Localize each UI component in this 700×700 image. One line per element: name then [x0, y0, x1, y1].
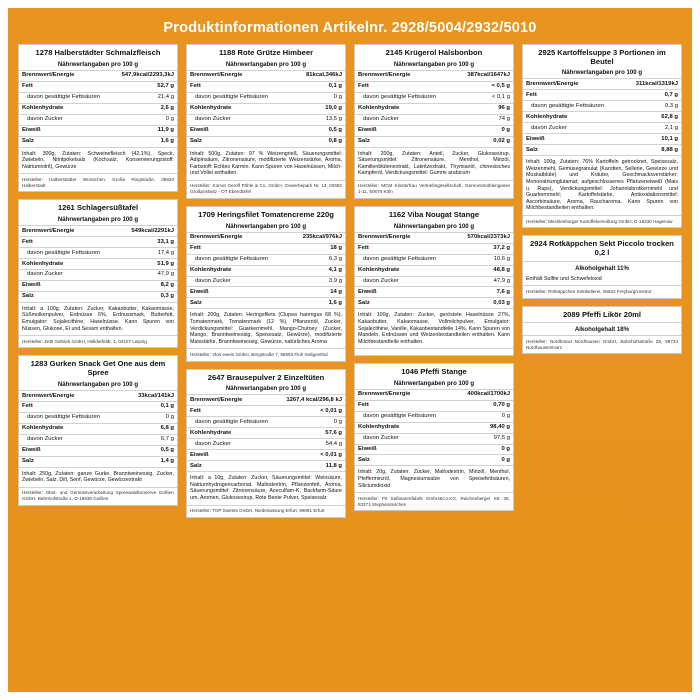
nutrient-value: 18 g [279, 243, 345, 254]
table-row [355, 70, 513, 81]
nutrient-value: 33,1 g [111, 236, 177, 247]
nutrient-value: 7,6 g [447, 287, 513, 298]
nutrient-value: 21,4 g [111, 92, 177, 103]
table-row [355, 114, 513, 125]
ingredients-text: Inhalt: 250g, Zutaten: ganze Gurke, Branntweinessig, Zucker, Zwiebeln, Salz, Dill, Senf, Gewürze, Gewürzextrakt [19, 467, 177, 487]
nutrient-value: 11,9 g [111, 125, 177, 136]
nutrient-value: 1267,4 kcal/296,8 kJ [279, 395, 345, 406]
nutrient-label: davon Zucker [19, 114, 111, 125]
nutrient-value: 1,4 g [111, 456, 177, 466]
nutrient-value: 6,8 g [111, 423, 177, 434]
nutrient-value: < 0,01 g [279, 450, 345, 461]
nutrient-value: 48,8 g [447, 265, 513, 276]
product-title: 1283 Gurken Snack Get One aus dem Spree [30, 359, 166, 378]
table-row [187, 265, 345, 276]
table-row [187, 395, 345, 406]
nutrient-label: Brennwert/Energie [355, 232, 447, 243]
manufacturer-text [355, 348, 513, 355]
nutrient-value: 547,9kcal/2293,3kJ [111, 70, 177, 81]
product-title: 1162 Viba Nougat Stange [388, 209, 480, 219]
table-row [187, 254, 345, 265]
nutrition-table [19, 225, 177, 302]
nutrient-value: 14 g [279, 287, 345, 298]
nutrient-label: Kohlenhydrate [355, 422, 447, 433]
column-2 [186, 44, 346, 518]
table-row [19, 81, 177, 92]
table-row [187, 92, 345, 103]
ingredients-text: Inhalt: 100g, Zutaten: Zucker, geröstete Haselnüsse 27%, Kakaobutter, Kakaomasse, Vollmilchpulver, Emulgator: Sojalecithine, Vanille, Kakaobestandteile 14%. Kann Spuren von Mandeln, Erdnüssen und Weizenbestandteilen enthalten. Kann Milchbestandteile enthalten. [355, 308, 513, 348]
table-row [355, 433, 513, 444]
nutrient-value: 51,9 g [111, 258, 177, 269]
nutrition-heading: Nährwertangaben pro 100 g [393, 60, 475, 68]
nutrient-label: davon gesättigte Fettsäuren [355, 92, 447, 103]
nutrient-label: Brennwert/Energie [355, 389, 447, 400]
manufacturer-text: Hersteller: Nordbrand Nordhausen GmbH, Bahnhofsstraße 28, 99734 Nordhausen/Harz [523, 335, 681, 353]
table-row [355, 265, 513, 276]
product-card [18, 44, 178, 192]
nutrition-heading: Nährwertangaben pro 100 g [393, 222, 475, 230]
nutrient-label: Kohlenhydrate [19, 103, 111, 114]
table-row [355, 276, 513, 287]
nutrient-label: Salz [355, 455, 447, 465]
table-row [19, 247, 177, 258]
product-title: 2924 Rotkäppchen Sekt Piccolo trocken 0,2 l [530, 239, 674, 258]
nutrient-label: davon Zucker [187, 439, 279, 450]
column-1 [18, 44, 178, 506]
nutrient-value: 0,7 g [615, 90, 681, 101]
table-row [355, 298, 513, 308]
table-row [19, 70, 177, 81]
table-row [523, 145, 681, 155]
table-row [355, 287, 513, 298]
nutrient-value: 570kcal/2373kJ [447, 232, 513, 243]
product-card [354, 363, 514, 511]
nutrition-heading: Nährwertangaben pro 100 g [393, 379, 475, 387]
table-row [355, 243, 513, 254]
table-row [187, 450, 345, 461]
ingredients-text: Inhalt: 100g, Zutaten: 76% Kartoffeln getrocknet, Speisesalz, Weizenmehl, Gemüsegranulat (Karotten, Sellerie, Gewürze und Muskatblüte) und Kräuter, Geschmacksverstärker: Mononatriumglutamat; aufgeschlossenes Pflanzeneiweiß (Mais u. Raps), Verdickungsmittel: Johannisbrotkernmehl und Guarkernmehl; Kartoffelstärke, Antioxidationsmittel: Ascorbinsäure, Aroma, Raucharoma. Kann Spuren von Milchbestandteilen enthalten. [523, 155, 681, 215]
nutrient-value: 387kcal/1647kJ [447, 70, 513, 81]
manufacturer-text: Hersteller: Obst- und Gemüseverarbeitung Spreewaldkonserve Golßen GmbH, Bahnhofstraße 1, D-15938 Golßen [19, 487, 177, 505]
nutrient-label: Eiweiß [355, 444, 447, 455]
table-row [523, 123, 681, 134]
nutrition-table [19, 70, 177, 147]
nutrient-label: Eiweiß [187, 287, 279, 298]
nutrient-label: Salz [19, 291, 111, 301]
nutrient-value: 400kcal/1700kJ [447, 389, 513, 400]
table-row [19, 401, 177, 412]
nutrient-value: 0 g [111, 412, 177, 423]
nutrient-value: 17,4 g [111, 247, 177, 258]
nutrient-label: Brennwert/Energie [19, 226, 111, 237]
nutrient-label: davon gesättigte Fettsäuren [187, 417, 279, 428]
nutrition-heading: Nährwertangaben pro 100 g [57, 60, 139, 68]
nutrient-value: 0 g [279, 92, 345, 103]
table-row [187, 276, 345, 287]
product-title: 1261 Schlagersüßtafel [57, 203, 139, 213]
nutrition-table [355, 70, 513, 147]
table-row [19, 390, 177, 401]
ingredients-text: Inhalt: 200g, Zutaten: Anteil, Zucker, Glukosesirup, Säuerungsmittel: Zitronensäure, Menthol, Minzöl, Kamillenblütenextrakt, Lakritzextrakt, Thymianöl, chinesisches Kampferöl, Verdickungsmittel: Gummi arabicum [355, 147, 513, 180]
nutrition-table [187, 232, 345, 309]
nutrient-label: Eiweiß [19, 445, 111, 456]
nutrient-label: Brennwert/Energie [187, 395, 279, 406]
table-row [523, 79, 681, 90]
nutrient-label: davon Zucker [355, 433, 447, 444]
nutrient-label: Fett [355, 400, 447, 411]
nutrient-label: davon Zucker [187, 276, 279, 287]
nutrient-label: Brennwert/Energie [19, 70, 111, 81]
nutrient-value: 96 g [447, 103, 513, 114]
nutrient-value: 37,2 g [447, 243, 513, 254]
page-title: Produktinformationen Artikelnr. 2928/5004/2932/5010 [163, 20, 537, 36]
nutrient-value: 10,1 g [615, 134, 681, 145]
table-row [19, 456, 177, 466]
nutrient-label: Eiweiß [355, 287, 447, 298]
nutrient-value: 0 g [111, 114, 177, 125]
nutrient-label: Brennwert/Energie [355, 70, 447, 81]
nutrition-heading: Nährwertangaben pro 100 g [225, 385, 307, 393]
manufacturer-text: Hersteller: Komet Gerolf Pöhle & Co. GmbH, Gewerbepark Nr. 13, 02692 Großpostwitz - OT Ebendörfel [187, 180, 345, 198]
nutrient-label: Kohlenhydrate [523, 112, 615, 123]
nutrient-value: 2,6 g [111, 103, 177, 114]
table-row [187, 70, 345, 81]
nutrient-value: 47,9 g [111, 269, 177, 280]
nutrient-label: Eiweiß [19, 125, 111, 136]
nutrient-value: 81kcal,346kJ [279, 70, 345, 81]
nutrient-label: Brennwert/Energie [187, 70, 279, 81]
alcohol-content: Alkoholgehalt 18% [523, 322, 681, 335]
nutrient-value: 33kcal/141kJ [111, 390, 177, 401]
nutrient-label: davon gesättigte Fettsäuren [19, 92, 111, 103]
ingredients-text: Inhalt: 20g, Zutaten: Zucker, Maltodextrin, Minzöl, Menthol, Pfefferminzöl, Magnesiumsalze von Speisefettsäuren, Siliciumdioxid [355, 465, 513, 492]
nutrient-value: 62,8 g [615, 112, 681, 123]
manufacturer-text: Hersteller: Vlos eweis GmbH, Bergstraße 7, 98593 Floh-Seligenthal [187, 348, 345, 360]
manufacturer-text: Hersteller: Mecklenburger Kartoffelveredlung GmbH, D-19230 Hagenow [523, 215, 681, 227]
table-row [523, 101, 681, 112]
nutrition-table [187, 70, 345, 147]
nutrient-value: 1,6 g [279, 298, 345, 308]
nutrient-value: 1,6 g [111, 136, 177, 146]
table-row [19, 103, 177, 114]
nutrient-label: Fett [187, 406, 279, 417]
table-row [19, 226, 177, 237]
nutrient-label: Fett [187, 81, 279, 92]
nutrient-value: 0 g [447, 444, 513, 455]
table-row [355, 232, 513, 243]
nutrient-label: Fett [19, 81, 111, 92]
product-card [522, 44, 682, 228]
nutrient-value: 0,03 g [447, 298, 513, 308]
nutrient-label: Salz [187, 298, 279, 308]
nutrient-label: Eiweiß [187, 125, 279, 136]
nutrient-label: Fett [355, 81, 447, 92]
nutrient-value: 0,02 g [447, 136, 513, 146]
ingredients-text: Inhalt: a 10g, Zutaten: Zucker, Säuerungsmittel: Weinsäure, Natriumhydrogencarbonat, Maltodextrin, Pflanzenfett, Aroma, Säuerungsmittel: Zitronensäure, Aceculfam-K, Backfarm-Säure um, Aromen, Glukosesirup, Rote Beete Pulver, Speisesalz [187, 471, 345, 504]
product-card [18, 355, 178, 505]
nutrition-table [523, 78, 681, 155]
nutrition-table [187, 394, 345, 471]
table-row [355, 444, 513, 455]
nutrient-label: Fett [19, 236, 111, 247]
table-row [187, 136, 345, 146]
nutrient-value: 0,70 g [447, 400, 513, 411]
nutrient-value: 0 g [279, 417, 345, 428]
nutrient-label: Eiweiß [187, 450, 279, 461]
table-row [19, 412, 177, 423]
table-row [19, 92, 177, 103]
nutrient-value: 74 g [447, 114, 513, 125]
card-columns [18, 44, 682, 518]
nutrient-label: Fett [523, 90, 615, 101]
nutrient-label: davon gesättigte Fettsäuren [19, 412, 111, 423]
nutrient-value: 3,9 g [279, 276, 345, 287]
nutrient-label: Fett [355, 243, 447, 254]
product-card [186, 369, 346, 518]
table-row [19, 434, 177, 445]
nutrition-table [19, 390, 177, 467]
table-row [19, 445, 177, 456]
nutrient-label: davon Zucker [355, 276, 447, 287]
nutrient-value: 54,4 g [279, 439, 345, 450]
alcohol-content: Alkoholgehalt 11% [523, 261, 681, 274]
table-row [355, 400, 513, 411]
table-row [523, 90, 681, 101]
table-row [187, 287, 345, 298]
nutrient-value: 0,1 g [279, 81, 345, 92]
ingredients-text: Inhalt: a 100g, Zutaten: Zucker, Kakaobutter, Kakaomasse, Süßmolkenpulver, Erdnüsse 6%, Erdnussmark, Butterfett, Emulgator: Sojalecithine, Haselnüsse. Kann Spuren von Nüssen, Glukose, Ei und Sesam enthalten. [19, 302, 177, 335]
product-card [522, 235, 682, 298]
ingredients-text: Inhalt: 200g, Zutaten: Heringsfilets (Clupea harengus 68 %), Tomatenmark, Tomatenmark (12 %), Pflanzenöl, Zucker, Verdickungsmittel: Guarkernmehl, Mango-Chutney (Zucker, Mango, Branntweinessig, Speisesalz, Gewürze), modifizierte Maisstärke, Branntweinessig, Gewürze, natürliches Aroma [187, 308, 345, 348]
table-row [19, 291, 177, 301]
nutrient-label: davon gesättigte Fettsäuren [355, 254, 447, 265]
table-row [187, 114, 345, 125]
product-card [186, 44, 346, 199]
nutrient-value: 97,5 g [447, 433, 513, 444]
nutrient-label: Fett [19, 401, 111, 412]
nutrient-label: davon gesättigte Fettsäuren [187, 254, 279, 265]
nutrient-value: 549kcal/2291kJ [111, 226, 177, 237]
nutrient-value: 57,6 g [279, 428, 345, 439]
nutrient-value: 13,5 g [279, 114, 345, 125]
nutrient-value: 47,9 g [447, 276, 513, 287]
nutrient-value: 8,88 g [615, 145, 681, 155]
product-title: 2925 Kartoffelsuppe 3 Portionen im Beutel [538, 48, 666, 66]
table-row [355, 254, 513, 265]
table-row [355, 92, 513, 103]
nutrition-heading: Nährwertangaben pro 100 g [57, 380, 139, 388]
nutrient-value: 2,1 g [615, 123, 681, 134]
nutrient-value: 0,8 g [279, 136, 345, 146]
nutrition-heading: Nährwertangaben pro 100 g [225, 222, 307, 230]
nutrient-value: 311kcal/1319kJ [615, 79, 681, 90]
table-row [19, 280, 177, 291]
nutrient-label: davon gesättigte Fettsäuren [19, 247, 111, 258]
product-card [18, 199, 178, 348]
table-row [355, 422, 513, 433]
product-title: 1709 Heringsfilet Tomatencreme 220g [198, 209, 334, 219]
product-title: 2145 Krügerol Halsbonbon [385, 48, 483, 57]
nutrient-value: 0,5 g [279, 125, 345, 136]
nutrient-label: Salz [523, 145, 615, 155]
nutrition-table [355, 232, 513, 309]
nutrient-label: Salz [19, 456, 111, 466]
table-row [19, 136, 177, 146]
nutrient-value: 52,7 g [111, 81, 177, 92]
table-row [523, 134, 681, 145]
nutrient-value: < 0,1 g [447, 92, 513, 103]
table-row [187, 461, 345, 471]
nutrient-label: davon Zucker [187, 114, 279, 125]
nutrient-label: Eiweiß [19, 280, 111, 291]
allergen-note: Enthält Sulfite und Schwefeloxid [526, 275, 602, 282]
nutrient-value: 11,8 g [279, 461, 345, 471]
table-row [187, 439, 345, 450]
nutrition-heading: Nährwertangaben pro 100 g [57, 216, 139, 224]
nutrition-heading: Nährwertangaben pro 100 g [225, 60, 307, 68]
nutrient-label: Salz [19, 136, 111, 146]
nutrient-label: Kohlenhydrate [355, 103, 447, 114]
column-4 [522, 44, 682, 354]
table-row [187, 103, 345, 114]
product-title: 1188 Rote Grütze Himbeer [218, 48, 314, 57]
product-title: 1046 Pfeffi Stange [401, 366, 467, 376]
nutrient-value: 0 g [447, 125, 513, 136]
table-row [187, 243, 345, 254]
table-row [187, 428, 345, 439]
nutrient-label: Salz [187, 461, 279, 471]
nutrient-value: 0,1 g [111, 401, 177, 412]
nutrient-value: 0,5 g [111, 445, 177, 456]
table-row [19, 236, 177, 247]
product-card [354, 44, 514, 199]
nutrient-label: davon Zucker [355, 114, 447, 125]
product-title: 2647 Brausepulver 2 Einzeltüten [207, 372, 325, 382]
table-row [19, 125, 177, 136]
table-row [187, 232, 345, 243]
manufacturer-text: Hersteller: Zetti Gebäck GmbH, Höllderfeldt. 1, 04107 Leipzig [19, 335, 177, 347]
table-row [355, 455, 513, 465]
nutrient-value: 235kcal/976kJ [279, 232, 345, 243]
ingredients-text: Inhalt: 300g, Zutaten: Schweinefleisch (42,1%), Speck, Zwiebeln, Nitritpökelsalz (Kochsalz, Konservierungsstoff: Natriumnitrit), Gewürze [19, 147, 177, 174]
nutrient-label: Kohlenhydrate [355, 265, 447, 276]
product-card [354, 206, 514, 356]
nutrient-label: Fett [187, 243, 279, 254]
table-row [355, 103, 513, 114]
nutrient-label: Salz [187, 136, 279, 146]
nutrient-label: Brennwert/Energie [523, 79, 615, 90]
table-row [187, 125, 345, 136]
nutrient-label: Brennwert/Energie [19, 390, 111, 401]
nutrient-label: davon gesättigte Fettsäuren [355, 411, 447, 422]
nutrient-label: davon Zucker [19, 269, 111, 280]
nutrient-value: 0,3 g [615, 101, 681, 112]
table-row [19, 258, 177, 269]
product-card [522, 306, 682, 355]
table-row [355, 411, 513, 422]
manufacturer-text: Hersteller: MCM Klosterfrau Vertriebsgesellschaft, Gereonsmühlengasse 1-11, 50670 Köln [355, 180, 513, 198]
nutrient-value: 0,3 g [111, 291, 177, 301]
nutrient-label: Eiweiß [355, 125, 447, 136]
table-row [19, 423, 177, 434]
table-row [19, 114, 177, 125]
nutrient-label: davon gesättigte Fettsäuren [523, 101, 615, 112]
manufacturer-text: Hersteller: TOP Sweets GmbH, Niederlassung Erfurt, 99091 Erfurt [187, 505, 345, 517]
nutrient-label: davon gesättigte Fettsäuren [187, 92, 279, 103]
table-row [187, 406, 345, 417]
nutrient-label: Kohlenhydrate [187, 103, 279, 114]
nutrient-label: Kohlenhydrate [19, 258, 111, 269]
nutrient-label: davon Zucker [523, 123, 615, 134]
table-row [355, 389, 513, 400]
table-row [355, 136, 513, 146]
nutrient-value: < 0,01 g [279, 406, 345, 417]
table-row [355, 125, 513, 136]
nutrient-label: Eiweiß [523, 134, 615, 145]
orange-sheet [8, 8, 692, 692]
nutrition-heading: Nährwertangaben pro 100 g [561, 69, 643, 77]
nutrient-label: Kohlenhydrate [187, 265, 279, 276]
column-3 [354, 44, 514, 511]
product-title: 1278 Halberstädter Schmalzfleisch [35, 48, 161, 57]
nutrition-table [355, 389, 513, 466]
nutrient-label: Brennwert/Energie [187, 232, 279, 243]
table-row [187, 298, 345, 308]
nutrient-value: 0 g [447, 411, 513, 422]
nutrient-value: 10,6 g [447, 254, 513, 265]
nutrient-value: < 0,5 g [447, 81, 513, 92]
nutrient-value: 8,2 g [111, 280, 177, 291]
table-row [187, 417, 345, 428]
nutrient-value: 0 g [447, 455, 513, 465]
table-row [523, 112, 681, 123]
nutrient-label: Kohlenhydrate [19, 423, 111, 434]
ingredients-text: Inhalt: 500g, Zutaten: 97 % Weizengrieß, Säuerungsmittel: Adipinsäure, Zitronensäure, modifizierte Weizenstärke, Aroma, Farbstoff: Echtes Karmin. Kann Spuren von Haselnüssen, Milch- und Vollei enthalten. [187, 147, 345, 180]
nutrient-label: davon Zucker [19, 434, 111, 445]
nutrient-value: 6,3 g [279, 254, 345, 265]
nutrient-label: Salz [355, 298, 447, 308]
nutrient-label: Kohlenhydrate [187, 428, 279, 439]
table-row [19, 269, 177, 280]
manufacturer-text: Hersteller: Halberstädter Würstchen, Große Ringstraße, 38820 Halberstadt [19, 173, 177, 191]
table-row [355, 81, 513, 92]
nutrient-label: Salz [355, 136, 447, 146]
product-title: 2089 Pfeffi Likör 20ml [562, 309, 642, 319]
nutrient-value: 19,0 g [279, 103, 345, 114]
manufacturer-text: Hersteller: Rotkäppchen Sektkellerei, 06632 Freyburg/Unstrut [523, 285, 681, 297]
nutrient-value: 98,40 g [447, 422, 513, 433]
manufacturer-text: Hersteller: Pit Süßwarenfabrik GmbH&Co.KG, Reichenberger Str. 36, 83271 Stephanskirchen [355, 492, 513, 510]
nutrient-value: 6,7 g [111, 434, 177, 445]
table-row [187, 81, 345, 92]
product-card [186, 206, 346, 362]
nutrient-value: 4,1 g [279, 265, 345, 276]
